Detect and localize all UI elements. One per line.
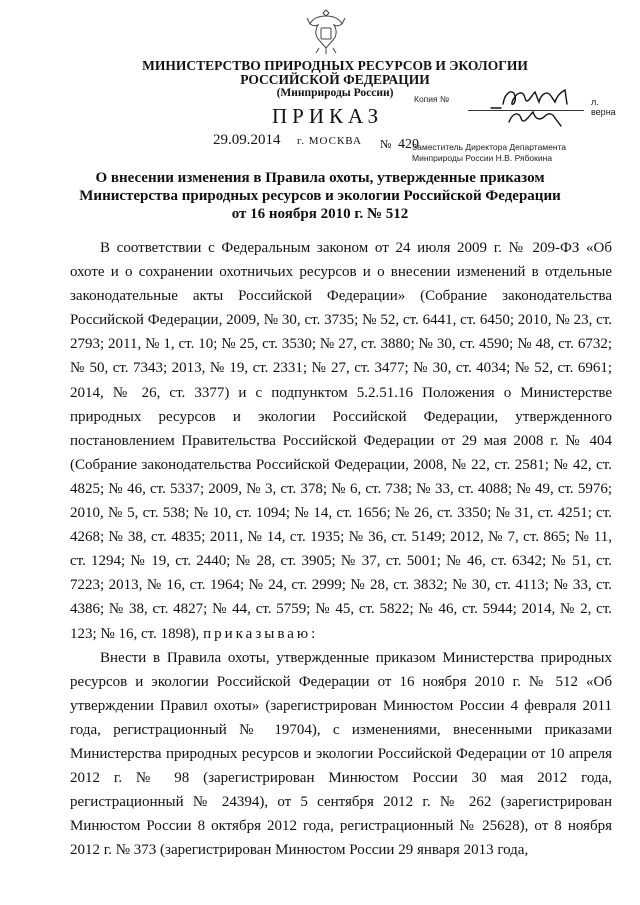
paragraph-1-text: В соответствии с Федеральным законом от 24 июля 2009 г. № 209-ФЗ «Об охоте и о сохранении охотничьих ресурсов и о внесении изменений в отдельные законодательные акты Российской Федерации» (Собрание законодательства Российской Федерации, 2009, № 30, ст. 3735; № 52, ст. 6441, ст. 6450; 2010, № 23, ст. 2793; 2011, № 1, ст. 10; № 25, ст. 3530; № 27, ст. 3880; № 30, ст. 4590; № 48, ст. 6732; № 50, ст. 7343; 2013, № 19, ст. 2331; № 27, ст. 3477; № 30, ст. 4034; № 52, ст. 6961; 2014, № 26, ст. 3377) и с подпунктом 5.2.51.16 Положения о Министерстве природных ресурсов и экологии Российской Федерации, утвержденного постановлением Правительства Российской Федерации от 29 мая 2008 г. № 404 (Собрание законодательства Российской Федерации, 2008, № 22, ст. 2581; № 42, ст. 4825; № 46, ст. 5337; 2009, № 3, ст. 378; № 6, ст. 738; № 33, ст. 4088; № 49, ст. 5976; 2010, № 5, ст. 538; № 10, ст. 1094; № 14, ст. 1656; № 26, ст. 3350; № 31, ст. 4251; ст. 4268; № 38, ст. 4835; 2011, № 14, ст. 1935; № 36, ст. 5149; 2012, № 7, ст. 865; № 11, ст. 1294; № 19, ст. 2440; № 28, ст. 3905; № 37, ст. 5001; № 46, ст. 6342; № 51, ст. 7223; 2013, № 16, ст. 1964; № 24, ст. 2999; № 28, ст. 3832; № 30, ст. 4113; № 33, ст. 4386; № 38, ст. 4827; № 44, ст. 5759; № 45, ст. 5822; № 46, ст. 5944; 2014, № 2, ст. 123; № 16, ст. 1898), <box>70 240 612 642</box>
order-date: 29.09.2014 <box>213 132 281 148</box>
document-title-line3: от 16 ноября 2010 г. № 512 <box>231 206 409 222</box>
coat-of-arms-emblem <box>305 6 347 56</box>
ministry-short-name: (Минприроды России) <box>276 87 394 99</box>
body-paragraph-2: Внести в Правила охоты, утвержденные приказом Министерства природных ресурсов и экологии Российской Федерации от 16 ноября 2010 г. № 512 «Об утверждении Правил охоты» (зарегистрирован Минюстом России 4 февраля 2011 года, регистрационный № 19704), с изменениями, внесенными приказами Министерства природных ресурсов и экологии Российской Федерации от 10 апреля 2012 г. № 98 (зарегистрирован Минюстом России 30 мая 2012 года, регистрационный № 24394), от 5 сентября 2012 г. № 262 (зарегистрирован Минюстом России 8 октября 2012 года, регистрационный № 25628), от 8 ноября 2012 г. № 373 (зарегистрирован Минюстом России 29 января 2013 года, <box>70 649 612 859</box>
document-title-line1: О внесении изменения в Правила охоты, утвержденные приказом <box>95 170 545 186</box>
stamp-copy-label: Копия № <box>414 94 450 104</box>
order-verb: приказываю: <box>203 625 319 642</box>
stamp-true-copy: л. верна <box>591 97 616 117</box>
copy-stamp <box>378 82 623 164</box>
handwritten-signature <box>443 82 623 142</box>
order-number: 420 <box>398 137 419 152</box>
document-body <box>70 236 612 862</box>
order-number-label: № <box>380 137 392 151</box>
ministry-name-line2: РОССИЙСКОЙ ФЕДЕРАЦИИ <box>240 72 430 87</box>
body-paragraph-1 <box>70 236 612 646</box>
ministry-name-line1: МИНИСТЕРСТВО ПРИРОДНЫХ РЕСУРСОВ И ЭКОЛОГИИ <box>142 58 528 73</box>
order-city: г. МОСКВА <box>297 135 362 147</box>
stamp-position-line1: Заместитель Директора Департамента <box>412 142 567 152</box>
order-title: ПРИКАЗ <box>272 104 384 128</box>
document-title-line2: Министерства природных ресурсов и экологии Российской Федерации <box>79 188 561 204</box>
stamp-position-line2: Минприроды России Н.В. Рябокина <box>412 153 553 163</box>
